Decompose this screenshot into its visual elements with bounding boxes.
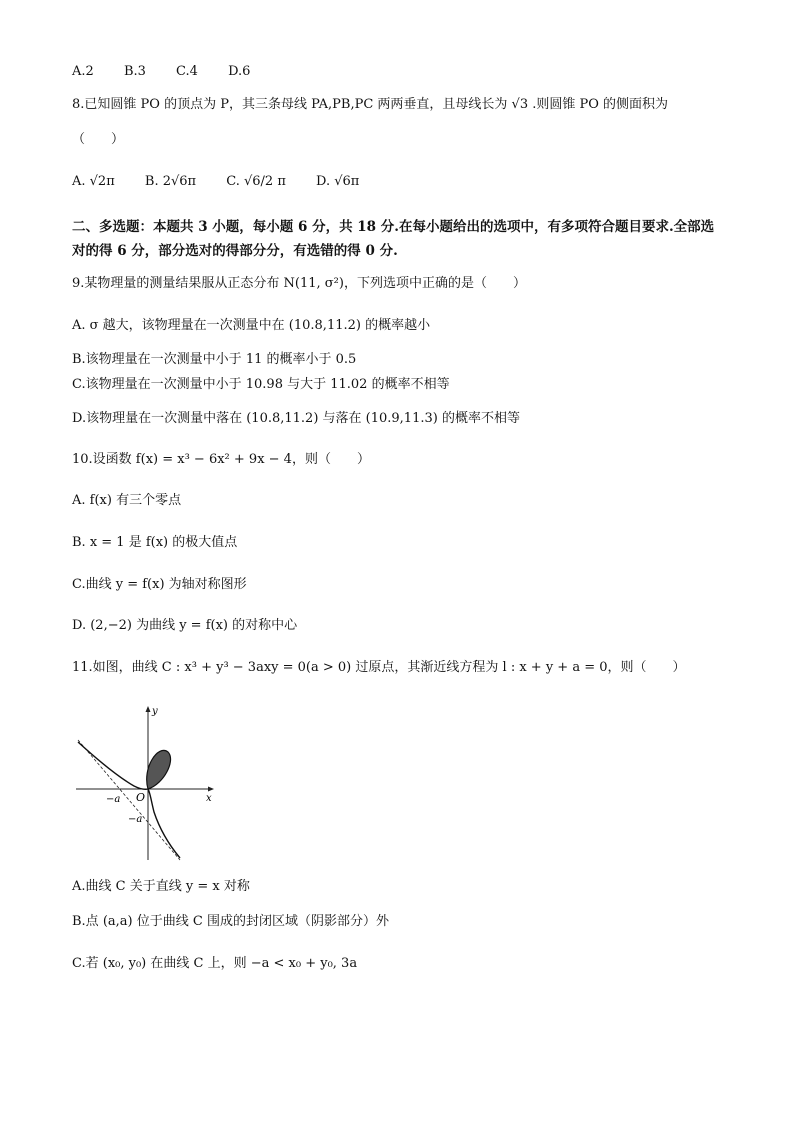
q7-option-d: D.6	[228, 64, 251, 79]
curve-branch-lower	[148, 789, 180, 858]
shaded-loop	[147, 750, 171, 789]
q8-paren: （ ）	[72, 132, 125, 147]
label-neg-a-x: −a	[106, 794, 121, 805]
q10-option-c: C.曲线 y = f(x) 为轴对称图形	[72, 577, 247, 592]
q8-options	[72, 172, 385, 192]
y-axis-arrow	[146, 706, 151, 712]
q7-options	[72, 62, 276, 82]
folium-figure	[72, 700, 222, 865]
label-origin: O	[136, 791, 146, 804]
q9-option-b: B.该物理量在一次测量中小于 11 的概率小于 0.5	[72, 352, 357, 367]
q7-option-a: A.2	[72, 64, 94, 79]
q11-stem: 11.如图，曲线 C : x³ + y³ − 3axy = 0(a > 0) 过原点，其渐近线方程为 l : x + y + a = 0，则（ ）	[72, 660, 686, 675]
q10-option-a: A. f(x) 有三个零点	[72, 493, 182, 508]
q8-option-c: C. √6/2 π	[226, 174, 286, 189]
q7-option-c: C.4	[176, 64, 198, 79]
q9-option-c: C.该物理量在一次测量中小于 10.98 与大于 11.02 的概率不相等	[72, 377, 450, 392]
label-x: x	[206, 793, 212, 804]
q8-option-b: B. 2√6π	[144, 174, 197, 189]
section-heading: 二、多选题：本题共 3 小题，每小题 6 分，共 18 分.在每小题给出的选项中，有多项符合题目要求.全部选对的得 6 分，部分选对的得部分分，有选错的得 0 分.	[72, 219, 715, 259]
curve-branch-upper	[78, 742, 148, 789]
q10-option-b: B. x = 1 是 f(x) 的极大值点	[72, 535, 238, 550]
q11-option-a: A.曲线 C 关于直线 y = x 对称	[72, 879, 250, 894]
q9-option-d: D.该物理量在一次测量中落在 (10.8,11.2) 与落在 (10.9,11.3) 的概率不相等	[72, 411, 520, 426]
q8-option-d: D. √6π	[316, 174, 360, 189]
q9-option-a: A. σ 越大，该物理量在一次测量中在 (10.8,11.2) 的概率越小	[72, 318, 431, 333]
label-neg-a-y: −a	[128, 814, 143, 825]
q9-stem: 9.某物理量的测量结果服从正态分布 N(11, σ²)，下列选项中正确的是（ ）	[72, 276, 526, 291]
q8-stem: 8.已知圆锥 PO 的顶点为 P，其三条母线 PA,PB,PC 两两垂直，且母线长为 √3 .则圆锥 PO 的侧面积为	[72, 97, 669, 112]
q7-option-b: B.3	[123, 64, 146, 79]
q10-option-d: D. (2,−2) 为曲线 y = f(x) 的对称中心	[72, 618, 298, 633]
x-axis-arrow	[208, 787, 214, 792]
q11-option-c: C.若 (x₀, y₀) 在曲线 C 上，则 −a < x₀ + y₀, 3a	[72, 956, 358, 971]
label-y: y	[152, 706, 158, 717]
q8-option-a: A. √2π	[72, 174, 115, 189]
q10-stem: 10.设函数 f(x) = x³ − 6x² + 9x − 4，则（ ）	[72, 452, 370, 467]
q11-option-b: B.点 (a,a) 位于曲线 C 围成的封闭区域（阴影部分）外	[72, 914, 389, 929]
